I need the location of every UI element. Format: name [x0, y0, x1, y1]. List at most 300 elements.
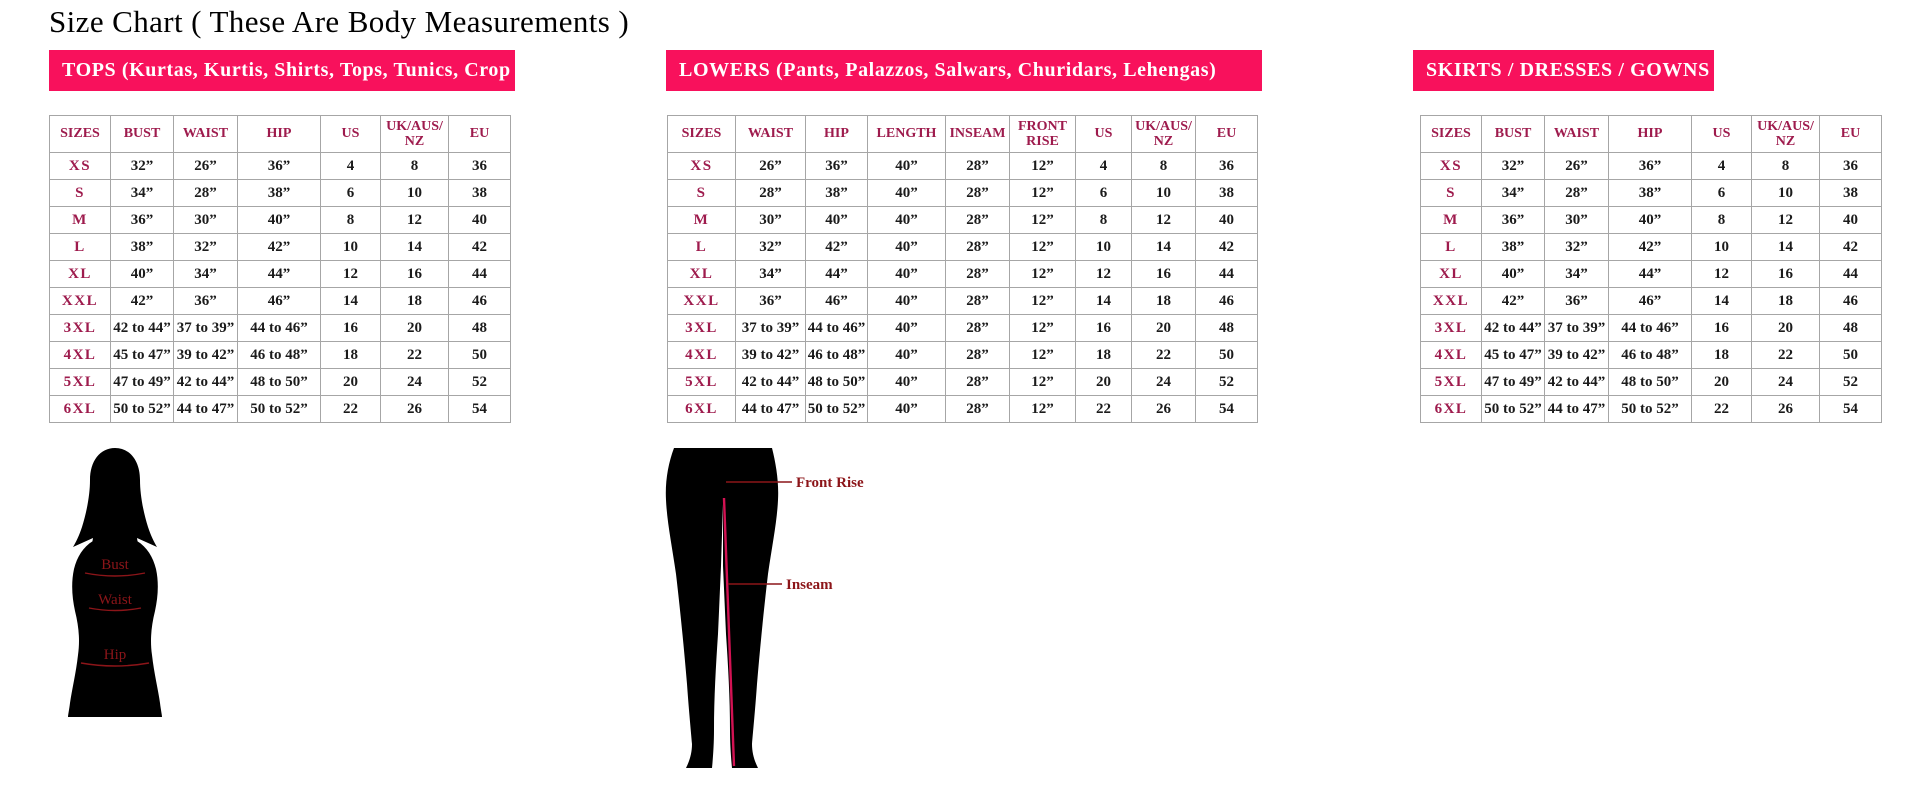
measurement-cell: 44 to 46” [238, 315, 321, 342]
measurement-cell: 32” [174, 234, 238, 261]
measurement-cell: 16 [381, 261, 449, 288]
measurement-cell: 44 to 47” [174, 396, 238, 423]
measurement-cell: 12” [1010, 180, 1076, 207]
measurement-cell: 38” [111, 234, 174, 261]
column-header-eu: EU [1196, 116, 1258, 153]
measurement-cell: 39 to 42” [1545, 342, 1609, 369]
column-header-uk-aus-nz: UK/AUS/ NZ [1752, 116, 1820, 153]
size-row-4xl [50, 342, 511, 369]
measurement-cell: 50 to 52” [238, 396, 321, 423]
measurement-cell: 42 to 44” [174, 369, 238, 396]
measurement-cell: 10 [1752, 180, 1820, 207]
measurement-cell: 50 [1196, 342, 1258, 369]
column-header-bust: BUST [111, 116, 174, 153]
size-label: 6XL [50, 396, 111, 423]
size-row-l [50, 234, 511, 261]
measurement-cell: 34” [174, 261, 238, 288]
size-row-6xl [668, 396, 1258, 423]
measurement-cell: 47 to 49” [111, 369, 174, 396]
column-header-bust: BUST [1482, 116, 1545, 153]
measurement-cell: 37 to 39” [736, 315, 806, 342]
measurement-cell: 42 to 44” [111, 315, 174, 342]
measurement-cell: 16 [1076, 315, 1132, 342]
measurement-cell: 18 [321, 342, 381, 369]
column-header-row [1421, 116, 1882, 153]
size-row-6xl [1421, 396, 1882, 423]
size-label: 5XL [50, 369, 111, 396]
measurement-cell: 37 to 39” [1545, 315, 1609, 342]
column-header-row [668, 116, 1258, 153]
legs-shape [666, 448, 778, 768]
size-row-3xl [668, 315, 1258, 342]
measurement-cell: 8 [1692, 207, 1752, 234]
measurement-cell: 28” [946, 234, 1010, 261]
size-row-s [50, 180, 511, 207]
measurement-cell: 46 to 48” [1609, 342, 1692, 369]
measurement-cell: 6 [1076, 180, 1132, 207]
measurement-cell: 12 [1076, 261, 1132, 288]
measurement-cell: 48 [1196, 315, 1258, 342]
measurement-cell: 46 [1196, 288, 1258, 315]
measurement-cell: 42” [111, 288, 174, 315]
measurement-cell: 36” [1482, 207, 1545, 234]
size-label: M [668, 207, 736, 234]
measurement-cell: 36” [174, 288, 238, 315]
measurement-cell: 10 [1692, 234, 1752, 261]
size-label: 3XL [50, 315, 111, 342]
measurement-cell: 20 [1692, 369, 1752, 396]
measurement-cell: 16 [1692, 315, 1752, 342]
measurement-cell: 36” [736, 288, 806, 315]
lowers-section-banner: LOWERS (Pants, Palazzos, Salwars, Churidars, Lehengas) [666, 50, 1262, 91]
measurement-cell: 12” [1010, 207, 1076, 234]
column-header-hip: HIP [238, 116, 321, 153]
measurement-cell: 14 [1132, 234, 1196, 261]
measurement-cell: 46 to 48” [238, 342, 321, 369]
measurement-cell: 28” [174, 180, 238, 207]
hip-label: Hip [103, 647, 127, 663]
size-row-xs [668, 153, 1258, 180]
size-row-m [668, 207, 1258, 234]
measurement-cell: 44 to 46” [806, 315, 868, 342]
measurement-cell: 28” [946, 288, 1010, 315]
size-label: XL [50, 261, 111, 288]
measurement-cell: 22 [1076, 396, 1132, 423]
measurement-cell: 42 [449, 234, 511, 261]
measurement-cell: 44 [1196, 261, 1258, 288]
measurement-cell: 12 [381, 207, 449, 234]
measurement-cell: 8 [1132, 153, 1196, 180]
measurement-cell: 28” [1545, 180, 1609, 207]
measurement-cell: 40” [238, 207, 321, 234]
measurement-cell: 20 [1076, 369, 1132, 396]
measurement-cell: 50 to 52” [1482, 396, 1545, 423]
measurement-cell: 40” [868, 396, 946, 423]
measurement-cell: 38 [449, 180, 511, 207]
size-row-l [668, 234, 1258, 261]
size-label: XS [1421, 153, 1482, 180]
measurement-cell: 20 [381, 315, 449, 342]
column-header-sizes: SIZES [668, 116, 736, 153]
measurement-cell: 28” [946, 396, 1010, 423]
measurement-cell: 54 [449, 396, 511, 423]
page-title: Size Chart ( These Are Body Measurements ) [49, 4, 630, 39]
size-row-xs [50, 153, 511, 180]
measurement-cell: 52 [449, 369, 511, 396]
size-label: 6XL [1421, 396, 1482, 423]
measurement-cell: 46” [1609, 288, 1692, 315]
measurement-cell: 12” [1010, 288, 1076, 315]
front-rise-label: Front Rise [796, 475, 864, 491]
measurement-cell: 42” [238, 234, 321, 261]
measurement-cell: 28” [946, 315, 1010, 342]
bust-label: Bust [101, 557, 129, 573]
measurement-cell: 10 [381, 180, 449, 207]
measurement-cell: 42 to 44” [1545, 369, 1609, 396]
size-row-m [1421, 207, 1882, 234]
size-label: 3XL [668, 315, 736, 342]
measurement-cell: 46 [449, 288, 511, 315]
measurement-cell: 40 [1820, 207, 1882, 234]
measurement-cell: 10 [1132, 180, 1196, 207]
measurement-cell: 30” [736, 207, 806, 234]
measurement-cell: 50 to 52” [111, 396, 174, 423]
column-header-inseam: INSEAM [946, 116, 1010, 153]
measurement-cell: 18 [1692, 342, 1752, 369]
measurement-cell: 40” [868, 288, 946, 315]
measurement-cell: 40 [449, 207, 511, 234]
measurement-cell: 20 [1132, 315, 1196, 342]
measurement-cell: 52 [1196, 369, 1258, 396]
measurement-cell: 18 [1076, 342, 1132, 369]
measurement-cell: 50 to 52” [1609, 396, 1692, 423]
size-label: XXL [1421, 288, 1482, 315]
measurement-cell: 37 to 39” [174, 315, 238, 342]
measurement-cell: 44 to 47” [1545, 396, 1609, 423]
measurement-cell: 48 [449, 315, 511, 342]
measurement-cell: 44 [449, 261, 511, 288]
skirts-size-table [1420, 115, 1882, 423]
measurement-cell: 12” [1010, 369, 1076, 396]
measurement-cell: 36” [238, 153, 321, 180]
size-label: S [1421, 180, 1482, 207]
size-row-l [1421, 234, 1882, 261]
measurement-cell: 24 [1132, 369, 1196, 396]
measurement-cell: 6 [321, 180, 381, 207]
measurement-cell: 40” [868, 261, 946, 288]
measurement-cell: 10 [321, 234, 381, 261]
measurement-cell: 44” [238, 261, 321, 288]
size-label: L [1421, 234, 1482, 261]
column-header-us: US [321, 116, 381, 153]
tops-size-table [49, 115, 511, 423]
skirts-section-banner: SKIRTS / DRESSES / GOWNS [1413, 50, 1714, 91]
measurement-cell: 14 [1076, 288, 1132, 315]
column-header-front-rise: FRONT RISE [1010, 116, 1076, 153]
measurement-cell: 22 [321, 396, 381, 423]
measurement-cell: 38” [1482, 234, 1545, 261]
measurement-cell: 30” [174, 207, 238, 234]
measurement-cell: 46 [1820, 288, 1882, 315]
measurement-cell: 40” [868, 234, 946, 261]
measurement-cell: 36 [1196, 153, 1258, 180]
column-header-length: LENGTH [868, 116, 946, 153]
measurement-cell: 36” [806, 153, 868, 180]
size-row-xl [50, 261, 511, 288]
measurement-cell: 42 to 44” [1482, 315, 1545, 342]
column-header-hip: HIP [1609, 116, 1692, 153]
size-label: XL [668, 261, 736, 288]
measurement-cell: 4 [321, 153, 381, 180]
measurement-cell: 40” [868, 207, 946, 234]
measurement-cell: 46” [238, 288, 321, 315]
measurement-cell: 42 to 44” [736, 369, 806, 396]
measurement-cell: 32” [1545, 234, 1609, 261]
measurement-cell: 28” [946, 369, 1010, 396]
size-row-5xl [1421, 369, 1882, 396]
measurement-cell: 16 [1752, 261, 1820, 288]
measurement-cell: 40” [868, 315, 946, 342]
measurement-cell: 28” [736, 180, 806, 207]
measurement-cell: 40 [1196, 207, 1258, 234]
size-label: XXL [668, 288, 736, 315]
measurement-cell: 32” [1482, 153, 1545, 180]
size-label: M [1421, 207, 1482, 234]
measurement-cell: 45 to 47” [111, 342, 174, 369]
size-label: 5XL [1421, 369, 1482, 396]
measurement-cell: 42 [1820, 234, 1882, 261]
size-label: 4XL [1421, 342, 1482, 369]
measurement-cell: 40” [111, 261, 174, 288]
size-row-5xl [668, 369, 1258, 396]
column-header-uk-aus-nz: UK/AUS/ NZ [381, 116, 449, 153]
measurement-cell: 14 [1692, 288, 1752, 315]
measurement-cell: 10 [1076, 234, 1132, 261]
size-label: 3XL [1421, 315, 1482, 342]
measurement-cell: 24 [381, 369, 449, 396]
lower-body-legs-silhouette [660, 448, 910, 773]
size-label: 5XL [668, 369, 736, 396]
measurement-cell: 12 [1692, 261, 1752, 288]
measurement-cell: 30” [1545, 207, 1609, 234]
size-row-3xl [1421, 315, 1882, 342]
measurement-cell: 12 [321, 261, 381, 288]
measurement-cell: 40” [868, 153, 946, 180]
measurement-cell: 16 [321, 315, 381, 342]
tops-section-banner: TOPS (Kurtas, Kurtis, Shirts, Tops, Tunics, Crop Tops) [49, 50, 515, 91]
measurement-cell: 8 [321, 207, 381, 234]
column-header-us: US [1692, 116, 1752, 153]
measurement-cell: 34” [111, 180, 174, 207]
measurement-cell: 26 [381, 396, 449, 423]
measurement-cell: 20 [321, 369, 381, 396]
measurement-cell: 28” [946, 342, 1010, 369]
size-label: 6XL [668, 396, 736, 423]
measurement-cell: 6 [1692, 180, 1752, 207]
measurement-cell: 26” [174, 153, 238, 180]
measurement-cell: 42” [1609, 234, 1692, 261]
measurement-cell: 8 [381, 153, 449, 180]
measurement-cell: 36 [1820, 153, 1882, 180]
measurement-cell: 32” [736, 234, 806, 261]
waist-label: Waist [98, 592, 132, 608]
size-label: S [50, 180, 111, 207]
measurement-cell: 28” [946, 207, 1010, 234]
measurement-cell: 8 [1752, 153, 1820, 180]
measurement-cell: 28” [946, 180, 1010, 207]
measurement-cell: 44 [1820, 261, 1882, 288]
measurement-cell: 12 [1752, 207, 1820, 234]
size-label: XS [668, 153, 736, 180]
measurement-cell: 34” [1482, 180, 1545, 207]
measurement-cell: 24 [1752, 369, 1820, 396]
column-header-uk-aus-nz: UK/AUS/ NZ [1132, 116, 1196, 153]
measurement-cell: 12” [1010, 396, 1076, 423]
size-label: XS [50, 153, 111, 180]
size-row-s [1421, 180, 1882, 207]
measurement-cell: 34” [736, 261, 806, 288]
size-row-6xl [50, 396, 511, 423]
measurement-cell: 50 to 52” [806, 396, 868, 423]
size-label: L [50, 234, 111, 261]
measurement-cell: 18 [1752, 288, 1820, 315]
column-header-row [50, 116, 511, 153]
measurement-cell: 38” [238, 180, 321, 207]
measurement-cell: 48 to 50” [806, 369, 868, 396]
measurement-cell: 40” [868, 342, 946, 369]
measurement-cell: 12” [1010, 261, 1076, 288]
measurement-cell: 18 [1132, 288, 1196, 315]
measurement-cell: 22 [1692, 396, 1752, 423]
size-row-5xl [50, 369, 511, 396]
measurement-cell: 42 [1196, 234, 1258, 261]
measurement-cell: 38 [1820, 180, 1882, 207]
measurement-cell: 34” [1545, 261, 1609, 288]
column-header-waist: WAIST [174, 116, 238, 153]
measurement-cell: 44” [1609, 261, 1692, 288]
size-label: XXL [50, 288, 111, 315]
measurement-cell: 40” [1609, 207, 1692, 234]
size-label: M [50, 207, 111, 234]
inseam-label: Inseam [786, 577, 833, 593]
measurement-cell: 12” [1010, 342, 1076, 369]
measurement-cell: 42” [806, 234, 868, 261]
size-label: 4XL [50, 342, 111, 369]
measurement-cell: 26 [1132, 396, 1196, 423]
measurement-cell: 44 to 46” [1609, 315, 1692, 342]
measurement-cell: 39 to 42” [174, 342, 238, 369]
measurement-cell: 28” [946, 261, 1010, 288]
measurement-cell: 22 [1752, 342, 1820, 369]
column-header-us: US [1076, 116, 1132, 153]
measurement-cell: 26” [736, 153, 806, 180]
measurement-cell: 38” [806, 180, 868, 207]
measurement-cell: 32” [111, 153, 174, 180]
measurement-cell: 38 [1196, 180, 1258, 207]
measurement-cell: 46 to 48” [806, 342, 868, 369]
measurement-cell: 12 [1132, 207, 1196, 234]
column-header-eu: EU [449, 116, 511, 153]
measurement-cell: 38” [1609, 180, 1692, 207]
measurement-cell: 48 [1820, 315, 1882, 342]
measurement-cell: 28” [946, 153, 1010, 180]
measurement-cell: 14 [321, 288, 381, 315]
measurement-cell: 52 [1820, 369, 1882, 396]
measurement-cell: 36 [449, 153, 511, 180]
measurement-cell: 26 [1752, 396, 1820, 423]
measurement-cell: 47 to 49” [1482, 369, 1545, 396]
column-header-hip: HIP [806, 116, 868, 153]
measurement-cell: 42” [1482, 288, 1545, 315]
measurement-cell: 40” [806, 207, 868, 234]
size-row-3xl [50, 315, 511, 342]
size-row-xxl [50, 288, 511, 315]
measurement-cell: 8 [1076, 207, 1132, 234]
size-row-xs [1421, 153, 1882, 180]
measurement-cell: 26” [1545, 153, 1609, 180]
measurement-cell: 14 [381, 234, 449, 261]
measurement-cell: 45 to 47” [1482, 342, 1545, 369]
column-header-waist: WAIST [736, 116, 806, 153]
measurement-cell: 46” [806, 288, 868, 315]
measurement-cell: 22 [1132, 342, 1196, 369]
measurement-cell: 36” [1545, 288, 1609, 315]
measurement-cell: 36” [111, 207, 174, 234]
size-row-m [50, 207, 511, 234]
size-row-4xl [1421, 342, 1882, 369]
measurement-cell: 12” [1010, 315, 1076, 342]
column-header-sizes: SIZES [50, 116, 111, 153]
size-label: S [668, 180, 736, 207]
measurement-cell: 12” [1010, 153, 1076, 180]
column-header-sizes: SIZES [1421, 116, 1482, 153]
measurement-cell: 18 [381, 288, 449, 315]
measurement-cell: 4 [1076, 153, 1132, 180]
measurement-cell: 48 to 50” [1609, 369, 1692, 396]
measurement-cell: 40” [868, 180, 946, 207]
measurement-cell: 40” [868, 369, 946, 396]
size-row-xxl [668, 288, 1258, 315]
size-row-s [668, 180, 1258, 207]
measurement-cell: 12” [1010, 234, 1076, 261]
measurement-cell: 44” [806, 261, 868, 288]
column-header-eu: EU [1820, 116, 1882, 153]
measurement-cell: 36” [1609, 153, 1692, 180]
measurement-cell: 14 [1752, 234, 1820, 261]
measurement-cell: 54 [1820, 396, 1882, 423]
measurement-cell: 16 [1132, 261, 1196, 288]
measurement-cell: 54 [1196, 396, 1258, 423]
size-label: L [668, 234, 736, 261]
measurement-cell: 39 to 42” [736, 342, 806, 369]
measurement-cell: 50 [1820, 342, 1882, 369]
measurement-cell: 4 [1692, 153, 1752, 180]
size-row-xl [668, 261, 1258, 288]
lowers-size-table [667, 115, 1258, 423]
measurement-cell: 22 [381, 342, 449, 369]
size-label: 4XL [668, 342, 736, 369]
measurement-cell: 50 [449, 342, 511, 369]
size-row-4xl [668, 342, 1258, 369]
female-upper-body-silhouette [55, 445, 175, 717]
column-header-waist: WAIST [1545, 116, 1609, 153]
measurement-cell: 20 [1752, 315, 1820, 342]
measurement-cell: 48 to 50” [238, 369, 321, 396]
size-row-xl [1421, 261, 1882, 288]
size-row-xxl [1421, 288, 1882, 315]
size-label: XL [1421, 261, 1482, 288]
measurement-cell: 44 to 47” [736, 396, 806, 423]
